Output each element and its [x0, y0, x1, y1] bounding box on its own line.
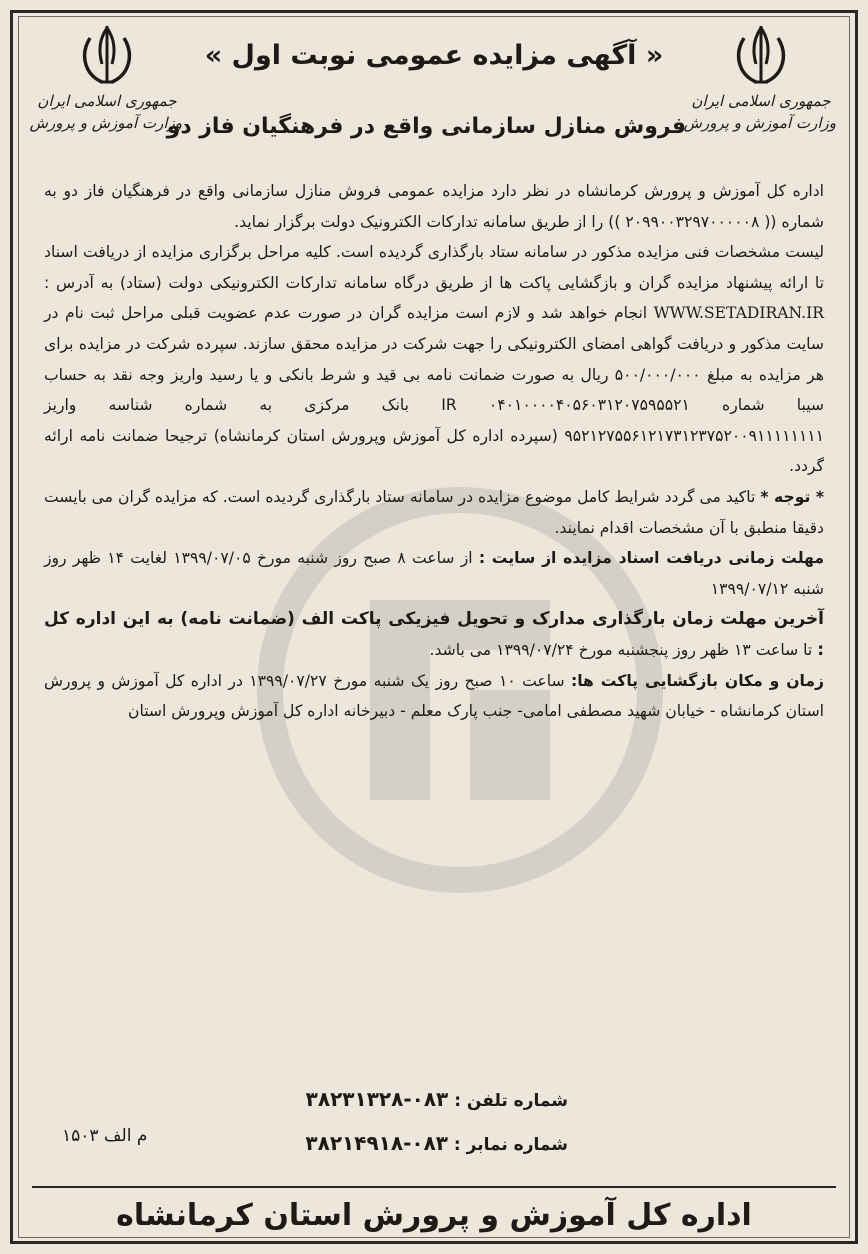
emblem-block-left — [29, 24, 182, 134]
org-country: جمهوری اسلامی ایران — [37, 92, 177, 110]
paragraph-submit-deadline — [44, 604, 824, 665]
publication-code: م الف ۱۵۰۳ — [62, 1126, 148, 1146]
fax-label: شماره نمابر : — [453, 1135, 568, 1155]
org-country: جمهوری اسلامی ایران — [691, 92, 831, 110]
fax-number: ۰۸۳-۳۸۲۱۴۹۱۸ — [305, 1131, 448, 1155]
procedure-text-a: لیست مشخصات فنی مزایده مذکور در سامانه ستاد بارگذاری گردیده است. کلیه مراحل برگزاری مزایده از دریافت اسناد تا ارائه پیشنهاد مزایده گران و بازگشایی پاکت ها از طریق درگاه سامانه تدارکات الکترونیکی دولت (ستاد) به آدرس : — [44, 243, 824, 292]
docs-deadline-text: از ساعت ۸ صبح روز شنبه مورخ ۱۳۹۹/۰۷/۰۵ لغایت ۱۴ ظهر روز شنبه ۱۳۹۹/۰۷/۱۲ — [44, 549, 824, 598]
contact-block — [268, 1078, 568, 1166]
emblem-block-right — [683, 24, 836, 134]
iran-emblem-icon — [730, 24, 792, 90]
org-ministry: وزارت آموزش و پرورش — [29, 114, 182, 132]
note-text: تاکید می گردد شرایط کامل موضوع مزایده در سامانه ستاد بارگذاری گردیده است. که مزایده گران می بایست دقیقا منطبق با آن مشخصات اقدام نمایند. — [44, 487, 824, 537]
org-ministry: وزارت آموزش و پرورش — [683, 114, 836, 132]
submit-deadline-label: آخرین مهلت زمان بارگذاری مدارک و تحویل فیزیکی پاکت الف (ضمانت نامه) به این اداره کل : — [44, 609, 824, 660]
docs-deadline-label: مهلت زمانی دریافت اسناد مزایده از سایت : — [478, 549, 825, 568]
footer-issuer: اداره کل آموزش و پرورش استان کرمانشاه — [116, 1198, 752, 1233]
paragraph-opening — [44, 666, 824, 727]
phone-label: شماره تلفن : — [454, 1091, 568, 1111]
note-label: * توجه * — [760, 487, 824, 506]
iran-emblem-icon — [76, 24, 138, 90]
setad-url: WWW.SETADIRAN.IR — [653, 304, 824, 323]
notice-title: « آگهی مزایده عمومی نوبت اول » — [204, 40, 664, 71]
paragraph-note — [44, 482, 824, 543]
phone-number: ۰۸۳-۳۸۲۳۱۳۲۸ — [305, 1087, 449, 1111]
paragraph-intro: اداره کل آموزش و پرورش کرمانشاه در نظر دارد مزایده عمومی فروش منازل سازمانی واقع در فرهنگیان فاز دو به شماره (( ۲۰۹۹۰۰۳۲۹۷۰۰۰۰۰۸ )) را از طریق سامانه تدارکات الکترونیک دولت برگزار نماید. — [44, 182, 824, 231]
opening-text: ساعت ۱۰ صبح روز یک شنبه مورخ ۱۳۹۹/۰۷/۲۷ در اداره کل آموزش و پرورش استان کرمانشاه - خیابان شهید مصطفی امامی- جنب پارک معلم - دبیرخانه اداره کل آموزش وپرورش استان — [44, 671, 824, 721]
notice-subtitle: فروش منازل سازمانی واقع در فرهنگیان فاز دو — [166, 114, 686, 139]
phone-row — [268, 1078, 568, 1122]
submit-deadline-text: تا ساعت ۱۳ ظهر روز پنجشنبه مورخ ۱۳۹۹/۰۷/۲۴ می باشد. — [429, 640, 813, 659]
procedure-text-b: انجام خواهد شد و لازم است مزایده گران در صورت عدم عضویت قبلی مراحل ثبت نام در سایت مذکور و دریافت گواهی امضای الکترونیکی را جهت شرکت در مزایده محقق سازند. سپرده شرکت در مزایده برای هر مزایده به مبلغ ۵۰۰/۰۰۰/۰۰۰ ریال به صورت ضمانت نامه بی قید و شرط بانکی و یا رسید واریز وجه نقد به حساب سیبا شماره IR ۰۴۰۱۰۰۰۰۴۰۵۶۰۳۱۲۰۷۵۹۵۵۲۱ بانک مرکزی به شماره شناسه واریز ۹۵۲۱۲۷۵۵۶۱۲۱۷۳۱۲۳۷۵۲۰۰۹۱۱۱۱۱۱۱۱ (سپرده اداره کل آموزش وپرورش استان کرمانشاه) ترجیحا ضمانت نامه ارائه گردد. — [44, 304, 824, 476]
paragraph-procedure — [44, 237, 824, 482]
footer — [32, 1186, 836, 1233]
notice-body — [44, 176, 824, 727]
opening-label: زمان و مکان بازگشایی پاکت ها: — [570, 671, 825, 690]
header — [29, 24, 836, 174]
fax-row — [268, 1122, 568, 1166]
paragraph-docs-deadline — [44, 543, 824, 604]
